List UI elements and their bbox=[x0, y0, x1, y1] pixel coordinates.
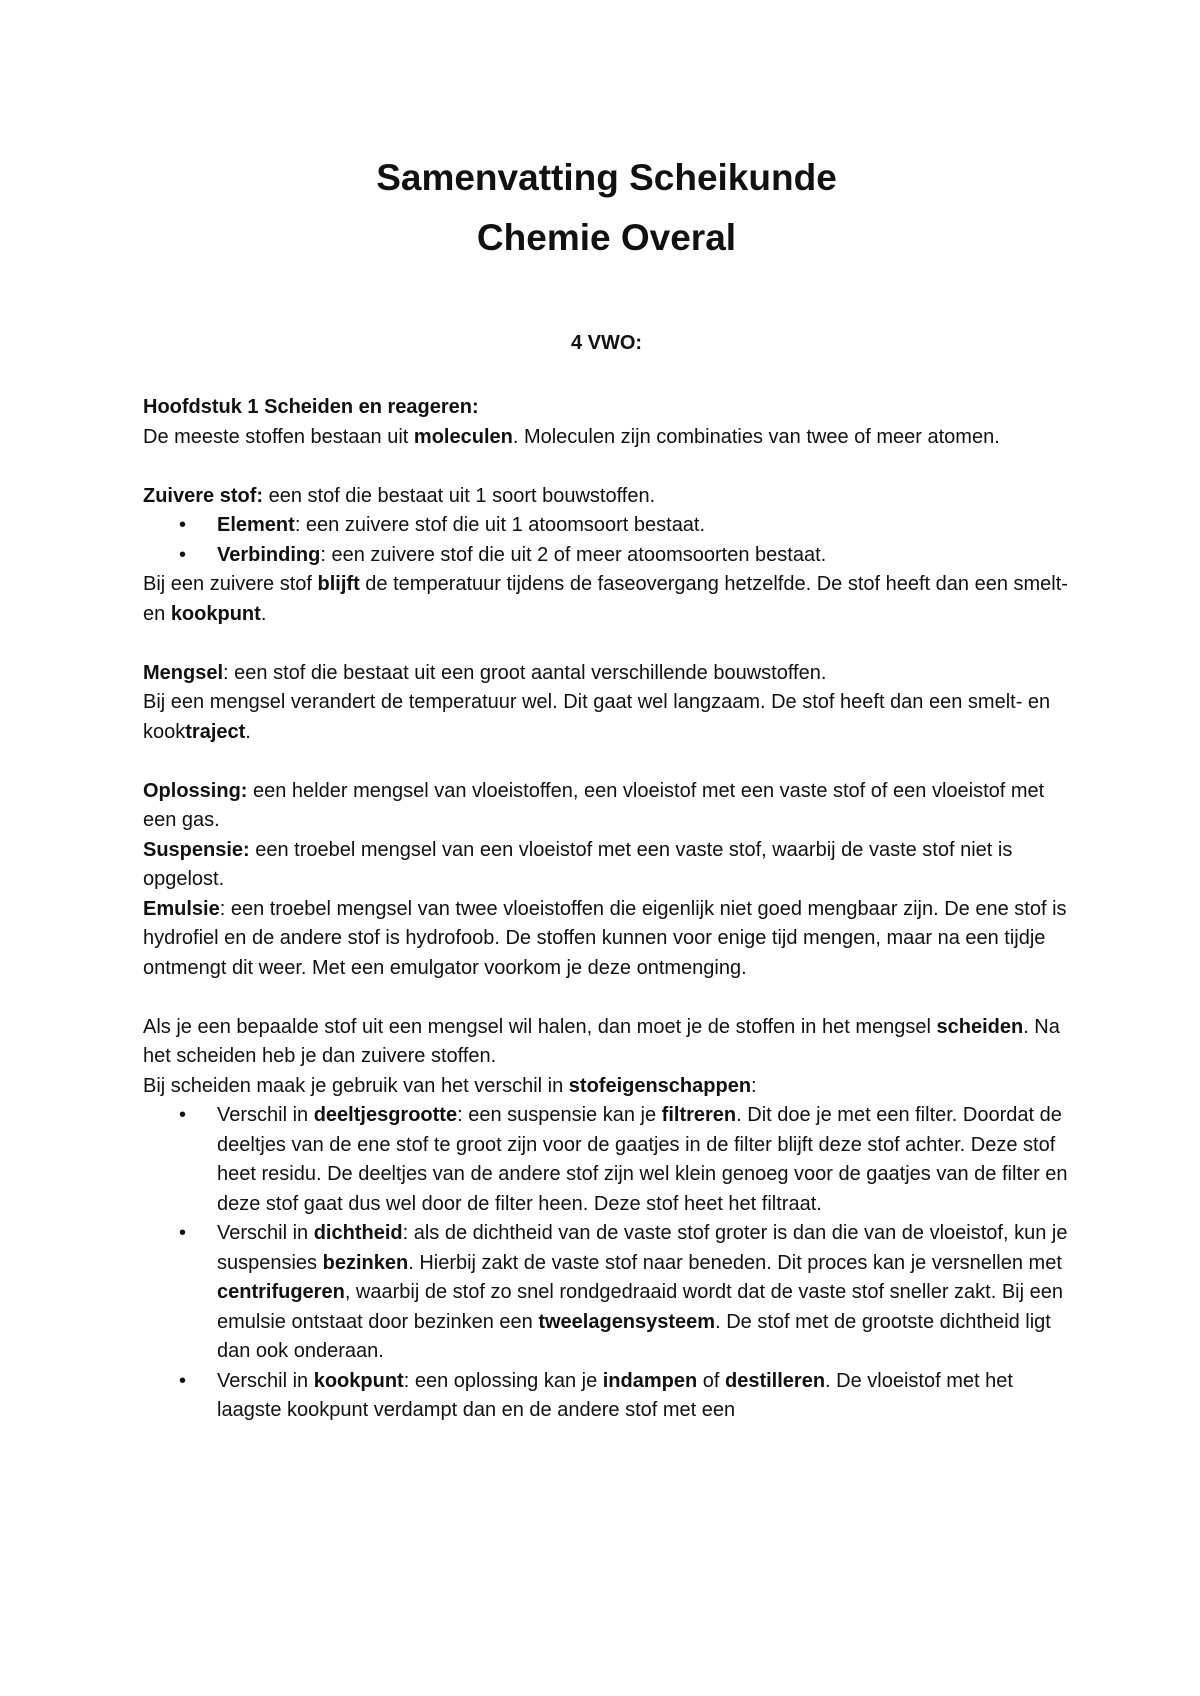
spacer bbox=[143, 747, 1070, 777]
spacer bbox=[143, 983, 1070, 1013]
oplossing-definition: Oplossing: een helder mengsel van vloeistoffen, een vloeistof met een vaste stof of een vloeistof met een gas. bbox=[143, 779, 1045, 831]
title-block bbox=[143, 0, 1070, 268]
separation-methods-list bbox=[143, 1101, 1070, 1426]
intro-paragraph: De meeste stoffen bestaan uit moleculen. Moleculen zijn combinaties van twee of meer atomen. bbox=[143, 425, 1000, 448]
zuivere-stof-definition: Zuivere stof: een stof die bestaat uit 1 soort bouwstoffen. bbox=[143, 484, 656, 507]
spacer bbox=[143, 629, 1070, 659]
list-item: • Verschil in dichtheid: als de dichtheid van de vaste stof groter is dan die van de vloeistof, kun je suspensies bezinken. Hierbij zakt de vaste stof naar beneden. Dit proces kan je versnellen met centrifugeren, waarbij de stof zo snel rondgedraaid wordt dat de vaste stof sneller zakt. Bij een emulsie ontstaat door bezinken een tweelagensysteem. De stof met de grootste dichtheid ligt dan ook onderaan. bbox=[217, 1219, 1070, 1367]
stofeigenschappen-intro: Bij scheiden maak je gebruik van het verschil in stofeigenschappen: bbox=[143, 1074, 757, 1097]
title-line-2: Chemie Overal bbox=[476, 217, 737, 258]
mengsel-definition: Mengsel: een stof die bestaat uit een groot aantal verschillende bouwstoffen. bbox=[143, 661, 827, 684]
title-line-1: Samenvatting Scheikunde bbox=[376, 157, 837, 198]
mengsel-note: Bij een mengsel verandert de temperatuur wel. Dit gaat wel langzaam. De stof heeft dan een smelt- en kooktraject. bbox=[143, 691, 1051, 743]
emulsie-definition: Emulsie: een troebel mengsel van twee vloeistoffen die eigenlijk niet goed mengbaar zijn. De ene stof is hydrofiel en de andere stof is hydrofoob. De stoffen kunnen voor enige tijd mengen, maar na een tijdje ontmengt dit weer. Met een emulgator voorkom je deze ontmenging. bbox=[143, 897, 1067, 979]
zuivere-stof-note: Bij een zuivere stof blijft de temperatuur tijdens de faseovergang hetzelfde. De stof heeft dan een smelt- en kookpunt. bbox=[143, 573, 1068, 625]
suspensie-definition: Suspensie: een troebel mengsel van een vloeistof met een vaste stof, waarbij de vaste stof niet is opgelost. bbox=[143, 838, 1013, 890]
list-item: • Verbinding: een zuivere stof die uit 2 of meer atoomsoorten bestaat. bbox=[217, 541, 1070, 571]
list-item: • Element: een zuivere stof die uit 1 atoomsoort bestaat. bbox=[217, 511, 1070, 541]
list-item: • Verschil in kookpunt: een oplossing kan je indampen of destilleren. De vloeistof met het laagste kookpunt verdampt dan en de andere stof met een bbox=[217, 1367, 1070, 1426]
class-label: 4 VWO: bbox=[570, 332, 643, 354]
spacer bbox=[143, 452, 1070, 482]
scheiden-paragraph: Als je een bepaalde stof uit een mengsel wil halen, dan moet je de stoffen in het mengsel scheiden. Na het scheiden heb je dan zuivere stoffen. bbox=[143, 1015, 1060, 1067]
zuivere-stof-list bbox=[143, 511, 1070, 570]
document-title bbox=[143, 148, 1070, 268]
chapter-heading: Hoofdstuk 1 Scheiden en reageren: bbox=[143, 396, 479, 418]
document-body bbox=[143, 393, 1070, 1426]
list-item: • Verschil in deeltjesgrootte: een suspensie kan je filtreren. Dit doe je met een filter. Doordat de deeltjes van de ene stof te groot zijn voor de gaatjes in de filter blijft deze stof achter. Deze stof heet residu. De deeltjes van de andere stof zijn wel klein genoeg voor de gaatjes van de filter en deze stof gaat dus wel door de filter heen. Deze stof heet het filtraat. bbox=[217, 1101, 1070, 1219]
